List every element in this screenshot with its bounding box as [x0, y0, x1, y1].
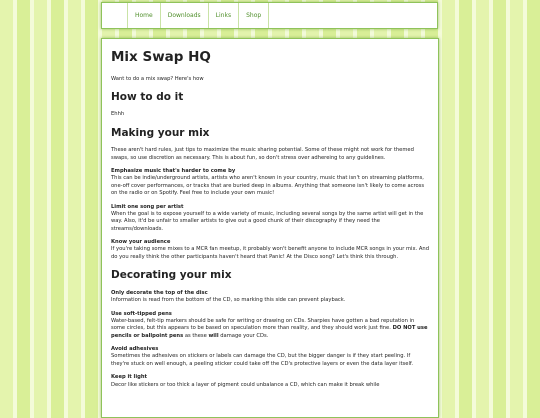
top-navbar: [101, 2, 438, 29]
tip-text: This can be indie/underground artists, artists who aren't known in your country, music that isn't on streaming platforms, one-off cover performances, or tracks that are buried deep in albums. Anything that someone isn't likely to come across on the radio or on Spotify. Feel free to include your own music!: [111, 175, 425, 197]
tip-item: [111, 346, 429, 368]
nav-home-link[interactable]: Home: [127, 3, 160, 28]
tip-title: Limit one song per artist: [111, 203, 184, 210]
main-content: [101, 38, 439, 418]
tip-item: [111, 290, 429, 305]
tip-text: [111, 318, 429, 340]
nav-shop-link[interactable]: Shop: [238, 3, 269, 28]
page-intro: Want to do a mix swap? Here's how: [111, 75, 204, 82]
making-mix-heading: Making your mix: [111, 126, 210, 139]
tip-text: Decor like stickers or too thick a layer of pigment could unbalance a CD, which can make it break while: [111, 381, 380, 388]
nav-links-link[interactable]: Links: [208, 3, 238, 28]
tip-text-part: Water-based, felt-tip markers should be safe for writing or drawing on CDs. Sharpies have gotten a bad reputation in some circles, but this appears to be based on speculation more than reality, and they should work just fine.: [111, 317, 415, 332]
making-mix-intro: These aren't hard rules, just tips to maximize the music sharing potential. Some of these might not work for themed swaps, so use discretion as necessary. This is about fun, so don't stress over adhereing to any guidelines.: [111, 147, 414, 161]
tip-text-part: as these: [184, 332, 207, 339]
tip-item: [111, 168, 429, 198]
tip-title: Emphasize music that's harder to come by: [111, 168, 236, 175]
tip-title: Keep it light: [111, 374, 147, 381]
tip-item: [111, 239, 429, 261]
tip-item: [111, 311, 429, 341]
tip-text-part: damage your CDs.: [220, 332, 269, 339]
nav-downloads-link[interactable]: Downloads: [160, 3, 208, 28]
page-title: Mix Swap HQ: [111, 49, 211, 65]
tip-title: Use soft-tipped pens: [111, 310, 172, 317]
tip-warning-bold: DO NOT use pencils or ballpoint pens: [111, 325, 428, 339]
tip-text: If you're taking some mixes to a MCR fan meetup, it probably won't benefit anyone to include MCR songs in your mix. And do you really think the other participants haven't heard that Panic! At the Disco song? Let's think this through.: [111, 246, 429, 260]
decorating-mix-heading: Decorating your mix: [111, 269, 232, 282]
how-to-text: Ehhh: [111, 111, 125, 118]
tip-item: [111, 204, 429, 234]
tip-item: [111, 374, 429, 389]
tip-text: Information is read from the bottom of the CD, so marking this side can prevent playback.: [111, 297, 346, 304]
tip-title: Only decorate the top of the disc: [111, 289, 208, 296]
tip-title: Avoid adhesives: [111, 346, 159, 353]
tip-text: Sometimes the adhesives on stickers or labels can damage the CD, but the bigger danger is if they start peeling. If they're stuck on well enough, a peeling sticker could take off the CD's protective layers or even the data layer itself.: [111, 353, 413, 367]
tip-title: Know your audience: [111, 239, 171, 246]
tip-emphasis-bold: will: [208, 332, 219, 339]
tip-text: When the goal is to expose yourself to a wide variety of music, including several songs by the same artist will get in the way. Also, it'd be unfair to smaller artists to give out a good chunk of their discography if they need the streams/downloads.: [111, 210, 424, 232]
how-to-heading: How to do it: [111, 90, 184, 103]
